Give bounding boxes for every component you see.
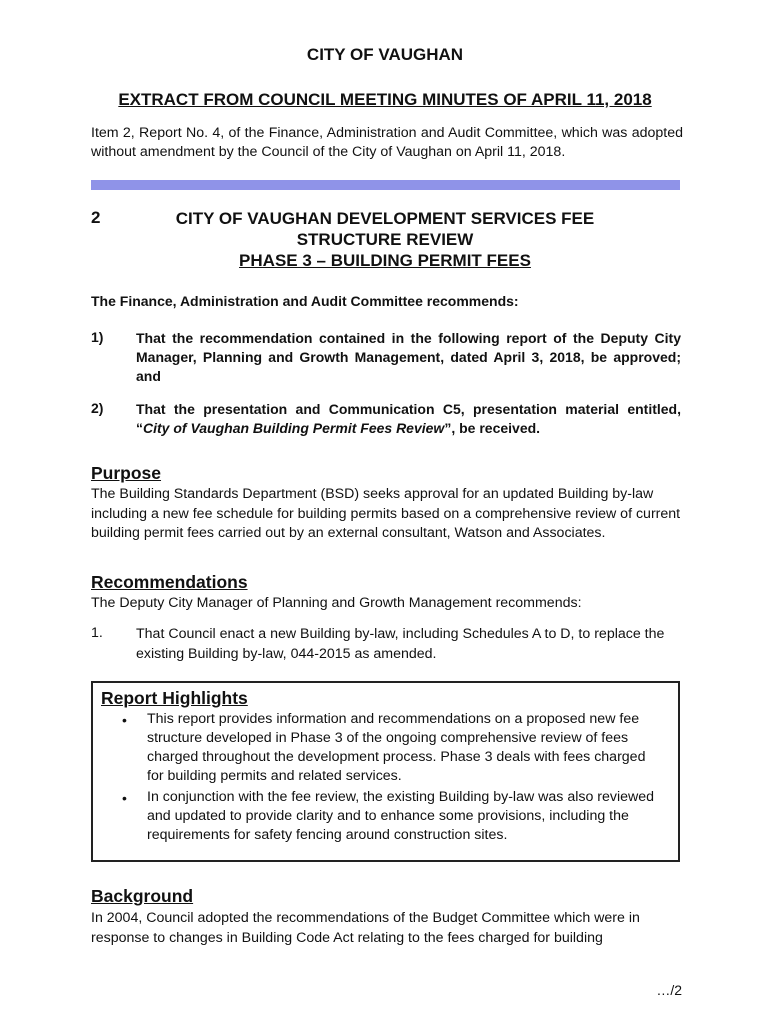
item-title-line1: CITY OF VAUGHAN DEVELOPMENT SERVICES FEE bbox=[175, 209, 595, 228]
report-highlights-heading: Report Highlights bbox=[101, 688, 248, 708]
item-number: 2 bbox=[91, 208, 101, 227]
highlight-item: This report provides information and recommendations on a proposed new fee structure developed in Phase 3 of the ongoing comprehensive review of fees charged throughout the development process. Phase 3 deals with fees charged for building permits and related services. bbox=[147, 711, 646, 784]
intro-paragraph: Item 2, Report No. 4, of the Finance, Administration and Audit Committee, which was adopted without amendment by the Council of the City of Vaughan on April 11, 2018. bbox=[91, 125, 683, 160]
item-title-line3: PHASE 3 – BUILDING PERMIT FEES bbox=[239, 251, 531, 270]
background-heading: Background bbox=[91, 886, 194, 906]
rec-text-before: That the presentation and Communication C5, presentation material entitled, “ bbox=[136, 401, 681, 436]
highlight-item: In conjunction with the fee review, the existing Building by-law was also reviewed and updated to provide clarity and to enhance some provisions, including the requirements for safety fencing around construction sites. bbox=[147, 789, 655, 843]
committee-heading: The Finance, Administration and Audit Committee recommends: bbox=[91, 293, 519, 309]
divider-bar bbox=[91, 180, 680, 190]
purpose-heading: Purpose bbox=[91, 463, 162, 483]
rec-text-italic-title: City of Vaughan Building Permit Fees Review bbox=[143, 420, 445, 436]
item-title bbox=[150, 208, 620, 271]
committee-rec-text: That the recommendation contained in the following report of the Deputy City Manager, Planning and Growth Management, dated April 3, 2018, be approved; and bbox=[136, 330, 681, 384]
purpose-text: The Building Standards Department (BSD) seeks approval for an updated Building by-law including a new fee schedule for building permits based on a comprehensive review of current building permit fees carried out by an external consultant, Watson and Associates. bbox=[91, 486, 681, 541]
rec-text-after: ”, be received. bbox=[444, 420, 541, 436]
background-text: In 2004, Council adopted the recommendations of the Budget Committee which were in response to changes in Building Code Act relating to the fees charged for building bbox=[91, 910, 640, 946]
page-continuation-marker: …/2 bbox=[656, 982, 682, 998]
recommendation-text: That Council enact a new Building by-law, including Schedules A to D, to replace the existing Building by-law, 044-2015 as amended. bbox=[136, 626, 665, 662]
committee-rec-number: 1) bbox=[91, 329, 104, 345]
bullet-icon: • bbox=[122, 790, 127, 806]
item-title-line2: STRUCTURE REVIEW bbox=[296, 230, 474, 249]
recommendations-heading: Recommendations bbox=[91, 572, 248, 592]
bullet-icon: • bbox=[122, 712, 127, 728]
city-heading: CITY OF VAUGHAN bbox=[306, 45, 464, 64]
committee-rec-number: 2) bbox=[91, 400, 104, 416]
committee-rec-text bbox=[136, 400, 681, 438]
recommendation-number: 1. bbox=[91, 625, 103, 641]
recommendations-intro: The Deputy City Manager of Planning and Growth Management recommends: bbox=[91, 595, 582, 611]
extract-title: EXTRACT FROM COUNCIL MEETING MINUTES OF APRIL 11, 2018 bbox=[118, 90, 652, 109]
